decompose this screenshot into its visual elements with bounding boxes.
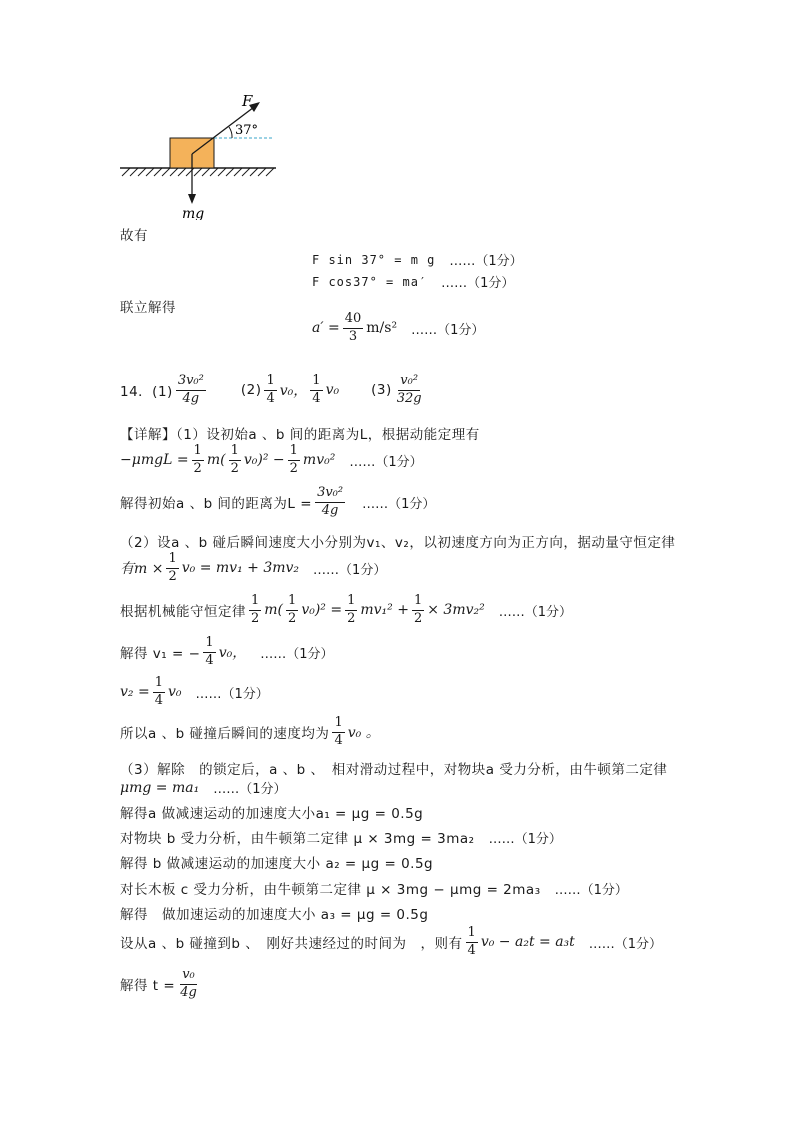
fraction: $\frac{\text{v₀}}{4g}$ bbox=[180, 967, 197, 1000]
fraction: $\frac{1}{2}$ bbox=[193, 443, 202, 476]
fraction: $\frac{1}{2}$ bbox=[168, 551, 177, 584]
fraction: $\frac{1}{2}$ bbox=[230, 443, 239, 476]
text-line: 【详解】（1）设初始a 、b 间的距离为L，根据动能定理有 bbox=[120, 427, 480, 443]
fraction: $\frac{1}{2}$ bbox=[288, 593, 297, 626]
force-label: F bbox=[242, 92, 253, 110]
fraction: $\frac{1}{2}$ bbox=[347, 593, 356, 626]
equation-line: μmg = ma₁ ……（1分） bbox=[120, 779, 287, 797]
text-line: （2）设a 、b 碰后瞬间速度大小分别为v₁、v₂，以初速度方向为正方向，据动量守恒定律 bbox=[120, 535, 676, 551]
equation-line: 解得 v₁ = − $\frac{1}{4}$ v₀， ……（1分） bbox=[120, 635, 334, 668]
equation-line: F sin 37° = m g ……（1分） bbox=[312, 252, 523, 269]
text-line: 联立解得 bbox=[120, 300, 176, 316]
text-line: 解得a 做减速运动的加速度大小a₁ = μg = 0.5g bbox=[120, 806, 424, 822]
ground-hatch bbox=[122, 168, 274, 176]
text-line: 解得 做加速运动的加速度大小 a₃ = μg = 0.5g bbox=[120, 907, 429, 923]
fraction: $\frac{1}{4}$ bbox=[154, 675, 163, 708]
fraction: $\frac{1}{4}$ bbox=[205, 635, 214, 668]
equation-line: F cos37° = ma′ ……（1分） bbox=[312, 274, 515, 291]
fraction: $\frac{\text{v₀²}}{32g}$ bbox=[396, 373, 422, 406]
weight-label: mg bbox=[182, 206, 205, 220]
angle-arc bbox=[229, 127, 232, 138]
fraction: $\frac{1}{2}$ bbox=[413, 593, 423, 626]
equation-line: a′ = $\frac{40}{3}$ m/s² ……（1分） bbox=[312, 311, 485, 344]
fraction: $\frac{1}{4}$ bbox=[266, 373, 275, 406]
force-diagram bbox=[118, 90, 288, 220]
equation-line: 根据机械能守恒定律 $\frac{1}{2}$ m( $\frac{1}{2}$ v₀)² = $\frac{1}{2}$ mv₁² + $\frac{1}{2}$ × 3mv₂² ……（1分） bbox=[120, 593, 573, 626]
fraction: $\frac{40}{3}$ bbox=[344, 311, 362, 344]
fraction: $\frac{1}{4}$ bbox=[334, 715, 343, 748]
fraction: $\frac{1}{2}$ bbox=[251, 593, 260, 626]
equation-line: 对长木板 c 受力分析，由牛顿第二定律 μ × 3mg − μmg = 2ma₃ ……（1分） bbox=[120, 882, 628, 898]
equation-line: v₂ = $\frac{1}{4}$ v₀ ……（1分） bbox=[120, 675, 269, 708]
text-line: （3）解除 的锁定后，a 、b 、 相对滑动过程中，对物块a 受力分析，由牛顿第二定律 bbox=[120, 762, 668, 778]
fraction: $\frac{\text{3v₀²}}{4g}$ bbox=[317, 485, 344, 518]
fraction: $\frac{1}{4}$ bbox=[312, 373, 321, 406]
equation-line: 对物块 b 受力分析，由牛顿第二定律 μ × 3mg = 3ma₂ ……（1分） bbox=[120, 831, 562, 847]
equation-line: 有m × $\frac{1}{2}$ v₀ = mv₁ + 3mv₂ ……（1分） bbox=[120, 551, 387, 584]
answer-line: 14．(1) $\frac{\text{3v₀²}}{4g}$ (2) $\frac{1}{4}$ v₀， $\frac{1}{4}$ v₀ (3) $\frac{\text{v₀²}}{32g}$ bbox=[120, 373, 422, 406]
fraction: $\frac{1}{4}$ bbox=[467, 925, 476, 958]
equation-line: 所以a 、b 碰撞后瞬间的速度均为 $\frac{1}{4}$ v₀ 。 bbox=[120, 715, 380, 748]
text-line: 解得 b 做减速运动的加速度大小 a₂ = μg = 0.5g bbox=[120, 856, 434, 872]
text-line: 故有 bbox=[120, 228, 148, 244]
fraction: $\frac{1}{2}$ bbox=[289, 443, 298, 476]
weight-arrowhead bbox=[188, 194, 196, 204]
angle-label: 37° bbox=[235, 123, 259, 138]
equation-line: 设从a 、b 碰撞到b 、 刚好共速经过的时间为 ，则有 $\frac{1}{4}$ v₀ − a₂t = a₃t ……（1分） bbox=[120, 925, 663, 958]
fraction: $\frac{\text{3v₀²}}{4g}$ bbox=[177, 373, 204, 406]
equation-line: 解得 t = $\frac{\text{v₀}}{4g}$ bbox=[120, 967, 197, 1000]
equation-line: 解得初始a 、b 间的距离为L = $\frac{\text{3v₀²}}{4g}$ ……（1分） bbox=[120, 485, 436, 518]
equation-line: −μmgL = $\frac{1}{2}$ m( $\frac{1}{2}$ v₀)² − $\frac{1}{2}$ mv₀² ……（1分） bbox=[120, 443, 423, 476]
